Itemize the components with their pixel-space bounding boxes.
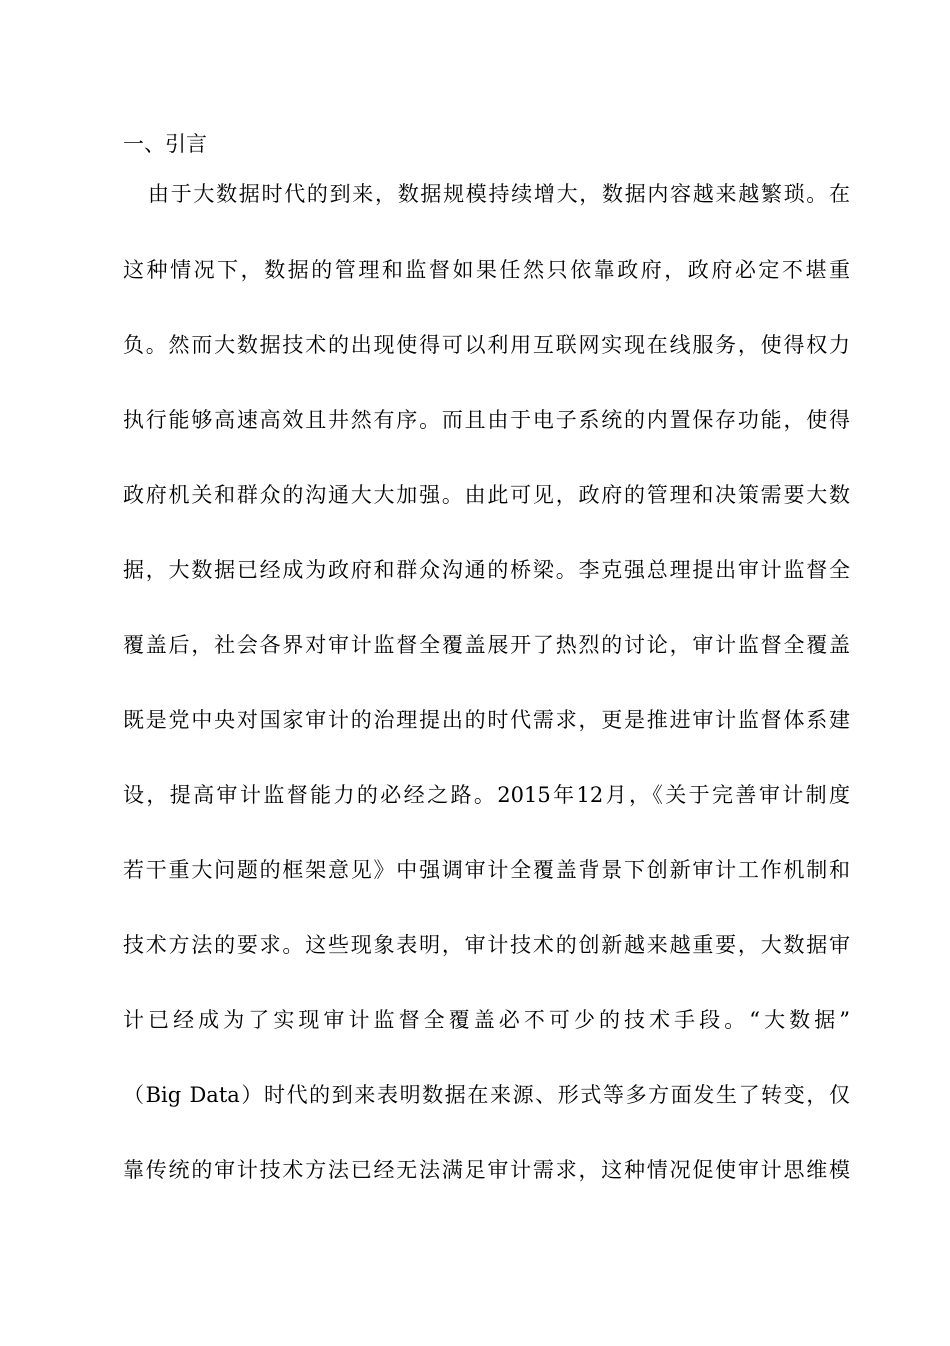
paragraph-line-12: 计已经成为了实现审计监督全覆盖必不可少的技术手段。“大数据” [123, 1008, 850, 1032]
paragraph-line-5: 政府机关和群众的沟通大大加强。由此可见，政府的管理和决策需要大数 [123, 483, 850, 507]
paragraph-line-7: 覆盖后，社会各界对审计监督全覆盖展开了热烈的讨论，审计监督全覆盖 [123, 633, 850, 657]
paragraph-line-8: 既是党中央对国家审计的治理提出的时代需求，更是推进审计监督体系建 [123, 708, 850, 732]
paragraph-line-11: 技术方法的要求。这些现象表明，审计技术的创新越来越重要，大数据审 [123, 933, 850, 957]
paragraph-line-3: 负。然而大数据技术的出现使得可以利用互联网实现在线服务，使得权力 [123, 333, 850, 357]
paragraph-line-1: 由于大数据时代的到来，数据规模持续增大，数据内容越来越繁琐。在 [148, 182, 850, 206]
paragraph-line-2: 这种情况下，数据的管理和监督如果任然只依靠政府，政府必定不堪重 [123, 258, 850, 282]
paragraph-line-13: （Big Data）时代的到来表明数据在来源、形式等多方面发生了转变，仅 [123, 1083, 850, 1107]
paragraph-line-9: 设，提高审计监督能力的必经之路。2015年12月，《关于完善审计制度 [123, 783, 850, 807]
paragraph-line-6: 据，大数据已经成为政府和群众沟通的桥梁。李克强总理提出审计监督全 [123, 558, 850, 582]
paragraph-line-14: 靠传统的审计技术方法已经无法满足审计需求，这种情况促使审计思维模 [123, 1158, 850, 1182]
section-heading: 一、引言 [123, 132, 207, 156]
paragraph-line-10: 若干重大问题的框架意见》中强调审计全覆盖背景下创新审计工作机制和 [123, 858, 850, 882]
paragraph-line-4: 执行能够高速高效且井然有序。而且由于电子系统的内置保存功能，使得 [123, 408, 850, 432]
